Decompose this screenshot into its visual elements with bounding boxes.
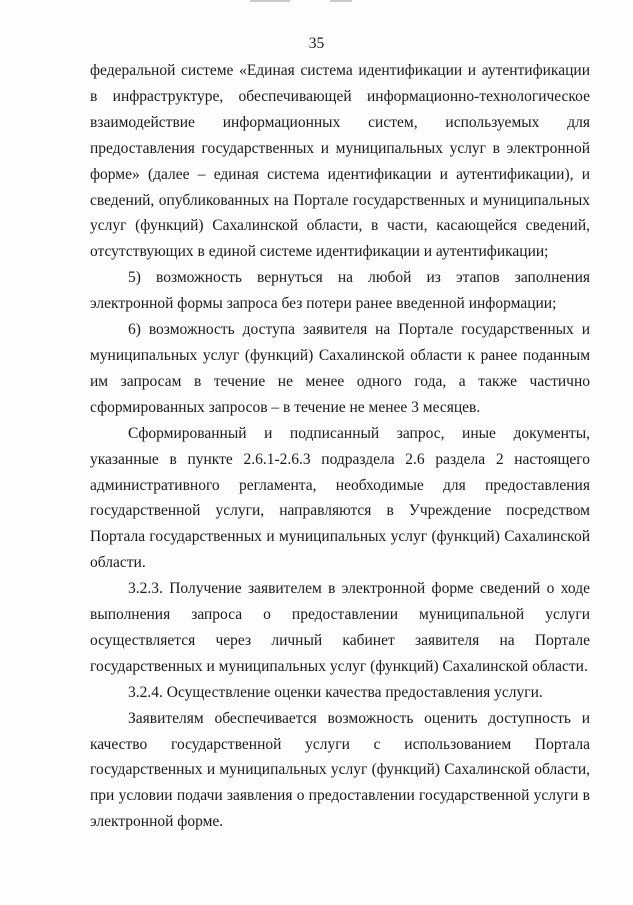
paragraph-3-2-4: 3.2.4. Осуществление оценки качества предоставления услуги. [128, 683, 543, 701]
paragraph-continuation: федеральной системе «Единая система идентификации и аутентификации в инфраструктуре, обеспечивающей информационно-технологическое взаимодействие информационных систем, используемых для предоставления государственных и муниципальных услуг в электронной форме» (далее – единая система идентификации и аутентификации), и сведений, опубликованных на Портале государственных и муниципальных услуг (функций) Сахалинской области, в части, касающейся сведений, отсутствующих в единой системе идентификации и аутентификации; [90, 62, 590, 261]
paragraph-quality-assessment: Заявителям обеспечивается возможность оценить доступность и качество государственной услуги с использованием Портала государственных и муниципальных услуг (функций) Сахалинской области, при условии подачи заявления о предоставлении государственной услуги в электронной форме. [90, 709, 590, 831]
paragraph-item-6: 6) возможность доступа заявителя на Портале государственных и муниципальных услуг (функций) Сахалинской области к ранее поданным им запросам в течение не менее одного года, а также частично сформированных запросов – в течение не менее 3 месяцев. [90, 321, 590, 416]
document-body [90, 58, 590, 835]
paragraph-request-submission: Сформированный и подписанный запрос, иные документы, указанные в пункте 2.6.1-2.6.3 подраздела 2.6 раздела 2 настоящего административного регламента, необходимые для предоставления государственной услуги, направляются в Учреждение посредством Портала государственных и муниципальных услуг (функций) Сахалинской области. [90, 424, 590, 572]
paragraph-item-5: 5) возможность вернуться на любой из этапов заполнения электронной формы запроса без потери ранее введенной информации; [90, 269, 590, 313]
scan-artifact [250, 0, 290, 2]
scan-artifact [330, 0, 352, 2]
paragraph-3-2-3: 3.2.3. Получение заявителем в электронной форме сведений о ходе выполнения запроса о предоставлении муниципальной услуги осуществляется через личный кабинет заявителя на Портале государственных и муниципальных услуг (функций) Сахалинской области. [90, 580, 590, 675]
page-number: 35 [308, 35, 325, 52]
